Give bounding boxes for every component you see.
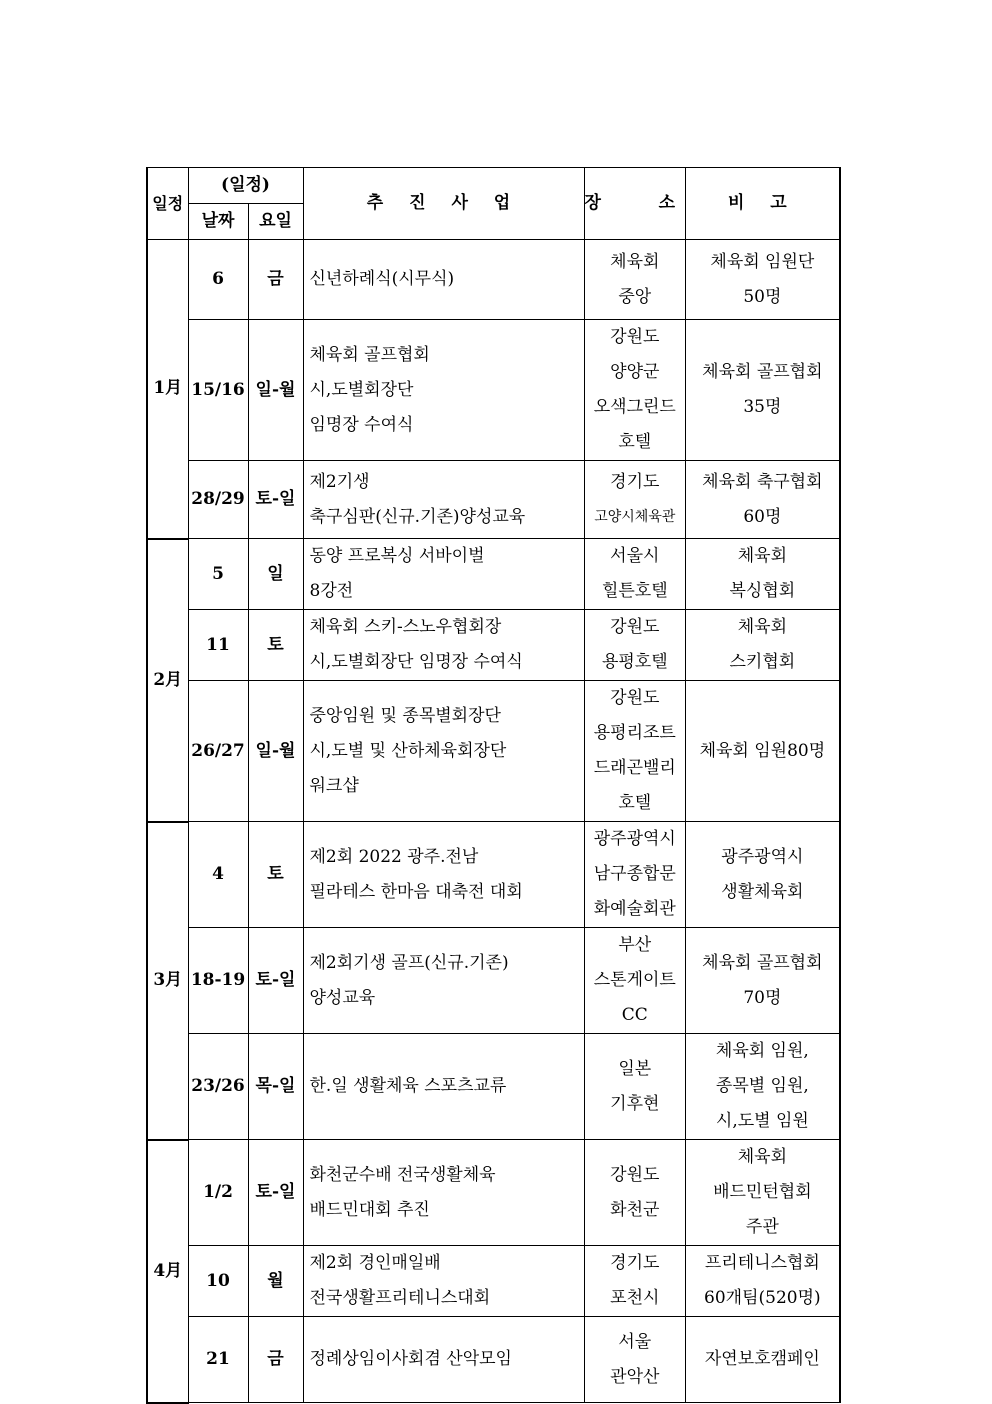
schedule-row bbox=[147, 1140, 840, 1246]
day-cell bbox=[248, 461, 303, 539]
note-cell-line: 체육회 bbox=[737, 1147, 787, 1167]
month-cell bbox=[147, 1140, 188, 1403]
event-cell-line: 전국생활프리테니스대회 bbox=[309, 1288, 491, 1308]
schedule-row bbox=[147, 610, 840, 681]
schedule-table bbox=[146, 167, 841, 1404]
note-cell bbox=[686, 539, 840, 610]
place-cell-line: 부산 bbox=[618, 935, 652, 955]
month-cell bbox=[147, 240, 188, 539]
place-cell bbox=[584, 1140, 686, 1246]
place-cell-line: 서울시 bbox=[610, 546, 660, 566]
date-cell bbox=[188, 681, 248, 822]
event-cell bbox=[303, 320, 584, 461]
place-cell bbox=[584, 1317, 686, 1403]
schedule-row bbox=[147, 1317, 840, 1403]
date-cell bbox=[188, 1317, 248, 1403]
header-date: 날짜 bbox=[188, 204, 248, 240]
day-cell bbox=[248, 610, 303, 681]
note-cell-line: 60개팀(520명) bbox=[704, 1288, 821, 1308]
date-cell-line: 21 bbox=[206, 1349, 230, 1369]
date-cell bbox=[188, 1140, 248, 1246]
day-cell bbox=[248, 320, 303, 461]
note-cell-line: 35명 bbox=[743, 397, 782, 417]
date-cell bbox=[188, 928, 248, 1034]
event-cell-line: 임명장 수여식 bbox=[309, 414, 414, 435]
date-cell bbox=[188, 1034, 248, 1140]
place-cell-line: 경기도 bbox=[610, 1253, 660, 1273]
event-cell bbox=[303, 1246, 584, 1317]
day-cell-line: 일-월 bbox=[255, 379, 296, 400]
place-cell-line: 화천군 bbox=[610, 1199, 660, 1220]
place-cell-line: 중앙 bbox=[618, 286, 652, 307]
header-day: 요일 bbox=[248, 204, 303, 240]
day-cell bbox=[248, 822, 303, 928]
event-cell-line: 제2회기생 골프(신규.기존) bbox=[309, 952, 509, 973]
date-cell bbox=[188, 320, 248, 461]
day-cell-line: 일-월 bbox=[255, 740, 296, 761]
date-cell-line: 28/29 bbox=[191, 489, 245, 509]
note-cell bbox=[686, 461, 840, 539]
note-cell bbox=[686, 1140, 840, 1246]
place-cell bbox=[584, 461, 686, 539]
schedule-body bbox=[147, 240, 840, 1403]
note-cell-line: 체육회 bbox=[737, 617, 787, 637]
note-cell bbox=[686, 822, 840, 928]
place-cell-line: 일본 bbox=[618, 1058, 652, 1079]
day-cell bbox=[248, 539, 303, 610]
place-cell bbox=[584, 1246, 686, 1317]
note-cell bbox=[686, 320, 840, 461]
place-cell bbox=[584, 610, 686, 681]
day-cell-line: 금 bbox=[267, 1349, 284, 1369]
place-cell-line: 강원도 bbox=[610, 327, 660, 347]
place-cell bbox=[584, 320, 686, 461]
month-cell-line: 1月 bbox=[153, 378, 183, 399]
event-cell bbox=[303, 822, 584, 928]
header-schedule-group: (일정) bbox=[188, 168, 303, 204]
place-cell-line: 용평호텔 bbox=[601, 652, 668, 672]
note-cell bbox=[686, 240, 840, 320]
event-cell-line: 필라테스 한마음 대축전 대회 bbox=[309, 881, 523, 902]
date-cell-line: 26/27 bbox=[191, 740, 245, 761]
place-cell-line: 강원도 bbox=[610, 688, 660, 708]
schedule-row bbox=[147, 1246, 840, 1317]
header-place bbox=[584, 168, 686, 240]
day-cell bbox=[248, 681, 303, 822]
event-cell bbox=[303, 461, 584, 539]
event-cell-line: 시,도별 및 산하체육회장단 bbox=[309, 740, 507, 761]
schedule-row bbox=[147, 240, 840, 320]
date-cell bbox=[188, 240, 248, 320]
event-cell-line: 워크샵 bbox=[309, 775, 359, 796]
place-cell-line: 양양군 bbox=[610, 362, 660, 382]
place-cell-line: 경기도 bbox=[610, 471, 660, 492]
day-cell-line: 토-일 bbox=[255, 1182, 296, 1202]
header-note: 비 고 bbox=[686, 168, 840, 240]
event-cell-line: 체육회 골프협회 bbox=[309, 344, 430, 365]
note-cell bbox=[686, 681, 840, 822]
note-cell-line: 배드민턴협회 bbox=[713, 1182, 812, 1202]
schedule-row bbox=[147, 1034, 840, 1140]
note-cell-line: 70명 bbox=[743, 987, 782, 1008]
note-cell-line: 시,도별 임원 bbox=[715, 1111, 809, 1131]
month-cell bbox=[147, 822, 188, 1140]
note-cell-line: 체육회 임원80명 bbox=[699, 740, 826, 761]
header-month: 일정 bbox=[147, 168, 188, 240]
date-cell-line: 4 bbox=[212, 864, 224, 884]
note-cell-line: 체육회 임원단 bbox=[710, 251, 815, 272]
header-event: 추 진 사 업 bbox=[303, 168, 584, 240]
place-cell-line: 서울 bbox=[618, 1331, 652, 1352]
header-row-top bbox=[147, 168, 840, 204]
date-cell bbox=[188, 610, 248, 681]
event-cell bbox=[303, 539, 584, 610]
schedule-row bbox=[147, 928, 840, 1034]
day-cell-line: 일 bbox=[267, 563, 284, 584]
schedule-row bbox=[147, 461, 840, 539]
note-cell-line: 주관 bbox=[745, 1217, 779, 1237]
place-cell bbox=[584, 240, 686, 320]
month-cell-line: 3月 bbox=[153, 970, 183, 990]
event-cell-line: 제2기생 bbox=[309, 471, 370, 492]
place-cell-line: 오색그린드 bbox=[593, 397, 676, 417]
note-cell-line: 자연보호캠페인 bbox=[704, 1349, 820, 1369]
note-cell bbox=[686, 1317, 840, 1403]
place-cell-line: 광주광역시 bbox=[593, 829, 676, 849]
day-cell-line: 토 bbox=[267, 634, 284, 655]
place-cell-line: 드래곤밸리 bbox=[593, 758, 676, 778]
date-cell-line: 11 bbox=[206, 634, 230, 655]
schedule-row bbox=[147, 320, 840, 461]
note-cell bbox=[686, 610, 840, 681]
date-cell-line: 5 bbox=[212, 563, 224, 584]
event-cell bbox=[303, 240, 584, 320]
event-cell-line: 시,도별회장단 bbox=[309, 379, 414, 400]
event-cell-line: 배드민대회 추진 bbox=[309, 1199, 430, 1220]
event-cell bbox=[303, 1034, 584, 1140]
place-cell-line: 힐튼호텔 bbox=[601, 581, 668, 601]
note-cell-line: 생활체육회 bbox=[721, 881, 804, 902]
event-cell-line: 시,도별회장단 임명장 수여식 bbox=[309, 652, 523, 672]
month-cell bbox=[147, 539, 188, 822]
day-cell-line: 월 bbox=[267, 1270, 284, 1291]
place-cell-line: 강원도 bbox=[610, 617, 660, 637]
note-cell-line: 체육회 bbox=[737, 546, 787, 566]
day-cell-line: 금 bbox=[267, 269, 284, 289]
place-cell bbox=[584, 681, 686, 822]
event-cell-line: 중앙임원 및 종목별회장단 bbox=[309, 705, 501, 726]
date-cell-line: 10 bbox=[206, 1270, 230, 1291]
date-cell-line: 6 bbox=[212, 269, 224, 289]
note-cell-line: 체육회 골프협회 bbox=[702, 362, 823, 382]
place-cell-line: 호텔 bbox=[618, 793, 652, 813]
note-cell bbox=[686, 928, 840, 1034]
event-cell bbox=[303, 928, 584, 1034]
place-cell bbox=[584, 822, 686, 928]
note-cell-line: 체육회 골프협회 bbox=[702, 952, 823, 973]
date-cell bbox=[188, 461, 248, 539]
date-cell-line: 1/2 bbox=[203, 1182, 233, 1202]
place-cell-line: 호텔 bbox=[618, 432, 652, 452]
date-cell-line: 23/26 bbox=[191, 1076, 245, 1096]
event-cell bbox=[303, 610, 584, 681]
date-cell bbox=[188, 539, 248, 610]
date-cell bbox=[188, 822, 248, 928]
note-cell bbox=[686, 1246, 840, 1317]
note-cell-line: 광주광역시 bbox=[721, 846, 804, 867]
event-cell-line: 제2회 2022 광주.전남 bbox=[309, 846, 479, 867]
place-cell-line: 용평리조트 bbox=[593, 723, 676, 743]
place-cell-line: 기후현 bbox=[610, 1093, 660, 1114]
note-cell-line: 종목별 임원, bbox=[715, 1076, 809, 1096]
place-cell-line: 화예술회관 bbox=[593, 899, 676, 919]
place-cell-line: 스톤게이트 bbox=[593, 970, 676, 990]
day-cell bbox=[248, 928, 303, 1034]
month-cell-line: 4月 bbox=[153, 1260, 183, 1281]
day-cell-line: 토 bbox=[267, 864, 284, 884]
event-cell-line: 신년하례식(시무식) bbox=[309, 269, 455, 289]
event-cell-line: 축구심판(신규.기존)양성교육 bbox=[309, 506, 526, 527]
place-cell bbox=[584, 539, 686, 610]
event-cell-line: 정례상임이사회겸 산악모임 bbox=[309, 1349, 512, 1369]
note-cell-line: 프리테니스협회 bbox=[704, 1253, 820, 1273]
event-cell-line: 체육회 스키-스노우협회장 bbox=[309, 617, 502, 637]
note-cell-line: 복싱협회 bbox=[729, 581, 796, 601]
event-cell bbox=[303, 1317, 584, 1403]
day-cell bbox=[248, 1140, 303, 1246]
event-cell-line: 화천군수배 전국생활체육 bbox=[309, 1164, 496, 1185]
place-cell-line: 관악산 bbox=[610, 1366, 660, 1387]
event-cell-line: 한.일 생활체육 스포츠교류 bbox=[309, 1076, 507, 1096]
schedule-row bbox=[147, 681, 840, 822]
place-cell-line: 포천시 bbox=[610, 1288, 660, 1308]
note-cell bbox=[686, 1034, 840, 1140]
event-cell-line: 양성교육 bbox=[309, 987, 376, 1008]
day-cell-line: 토-일 bbox=[255, 489, 296, 509]
note-cell-line: 체육회 축구협회 bbox=[702, 471, 823, 492]
event-cell-line: 8강전 bbox=[309, 581, 354, 601]
event-cell-line: 동양 프로복싱 서바이벌 bbox=[309, 546, 485, 566]
place-cell bbox=[584, 928, 686, 1034]
place-cell bbox=[584, 1034, 686, 1140]
date-cell-line: 15/16 bbox=[191, 379, 245, 400]
day-cell-line: 목-일 bbox=[255, 1076, 296, 1096]
date-cell-line: 18-19 bbox=[190, 970, 246, 990]
month-cell-line: 2月 bbox=[153, 669, 183, 690]
place-cell-line: 강원도 bbox=[610, 1164, 660, 1185]
note-cell-line: 스키협회 bbox=[729, 652, 796, 672]
note-cell-line: 체육회 임원, bbox=[715, 1041, 809, 1061]
schedule-row bbox=[147, 539, 840, 610]
schedule-row bbox=[147, 822, 840, 928]
place-cell-line: 체육회 bbox=[610, 251, 660, 272]
day-cell bbox=[248, 240, 303, 320]
event-cell-line: 제2회 경인매일배 bbox=[309, 1253, 441, 1273]
note-cell-line: 50명 bbox=[743, 286, 782, 307]
place-cell-line: 고양시체육관 bbox=[594, 508, 676, 525]
day-cell bbox=[248, 1246, 303, 1317]
event-cell bbox=[303, 1140, 584, 1246]
note-cell-line: 60명 bbox=[743, 506, 782, 527]
place-cell-line: 남구종합문 bbox=[593, 864, 676, 884]
place-cell-line: CC bbox=[621, 1005, 648, 1025]
day-cell bbox=[248, 1034, 303, 1140]
day-cell bbox=[248, 1317, 303, 1403]
day-cell-line: 토-일 bbox=[255, 970, 296, 990]
date-cell bbox=[188, 1246, 248, 1317]
header-place-label: 장 소 bbox=[584, 193, 686, 213]
event-cell bbox=[303, 681, 584, 822]
